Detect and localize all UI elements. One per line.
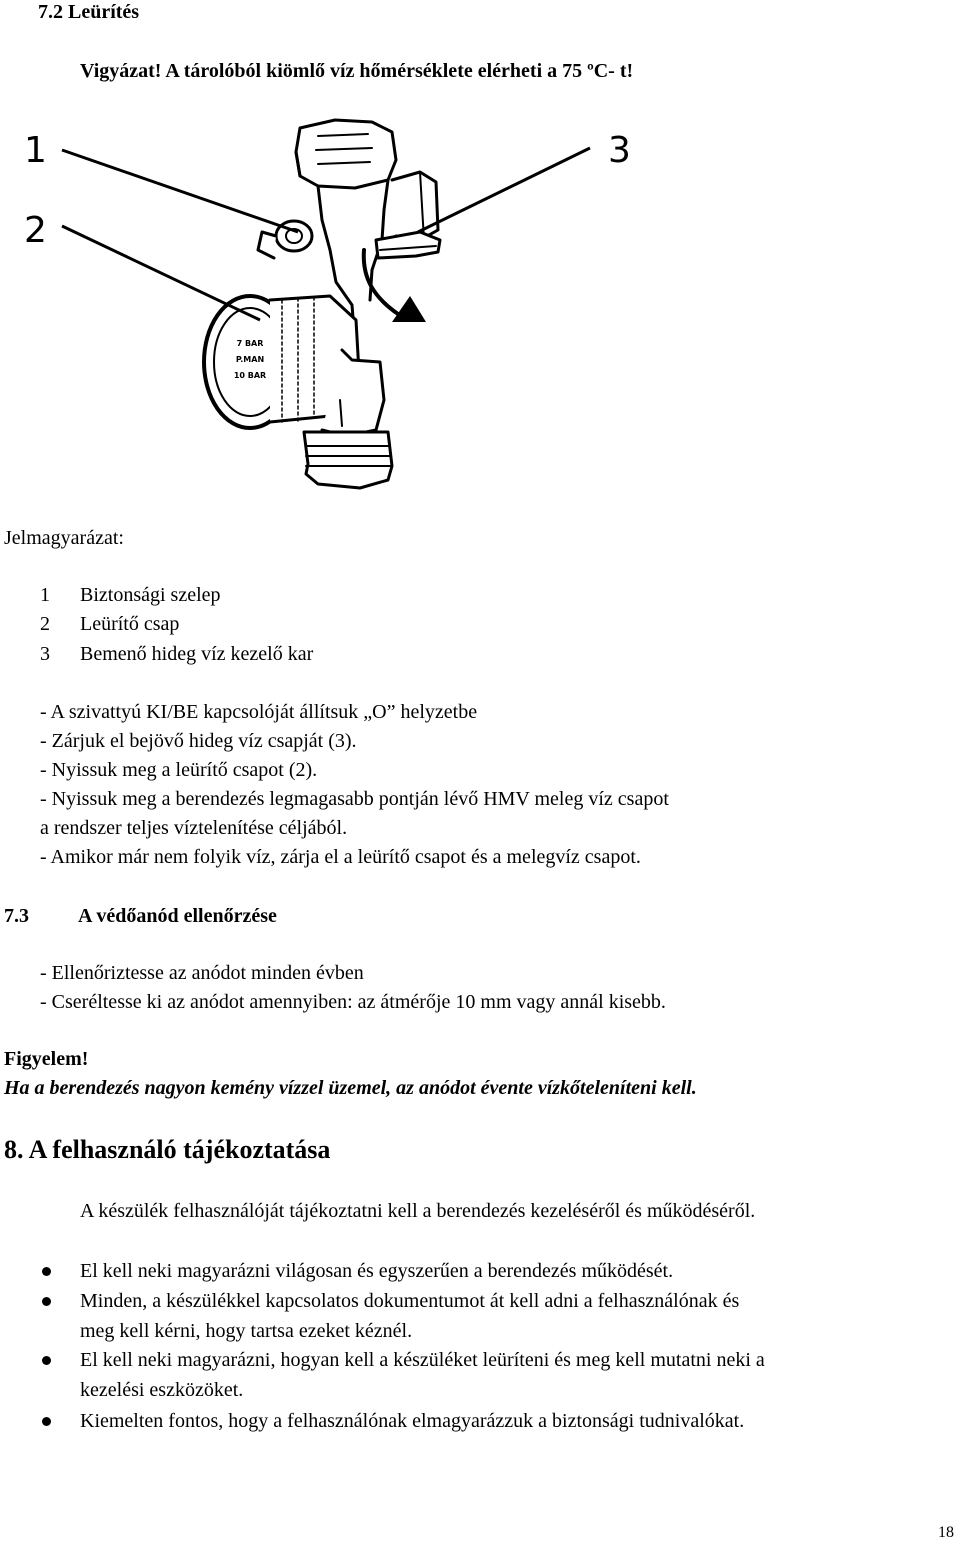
step-line: - Amikor már nem folyik víz, zárja el a leürítő csapot és a melegvíz csapot. [40,846,641,868]
page-number: 18 [938,1524,954,1541]
legend-text: Bemenő hideg víz kezelő kar [80,643,314,665]
legend-number: 3 [40,643,50,665]
bullet-icon [42,1297,51,1306]
section-8-title: 8. A felhasználó tájékoztatása [4,1135,331,1164]
step-line: - Zárjuk el bejövő hideg víz csapját (3). [40,730,357,752]
legend-text: Leürítő csap [80,613,180,635]
legend-number: 1 [40,584,50,606]
bullet-line: El kell neki magyarázni, hogyan kell a készüléket leüríteni és meg kell mutatni neki a [80,1349,765,1371]
callout-2: 2 [24,210,47,251]
bullet-line: meg kell kérni, hogy tartsa ezeket kéznél. [80,1320,413,1342]
bullet-icon [42,1356,51,1365]
drain-valve-figure [0,100,680,500]
section-7-3-number: 7.3 [4,905,29,927]
section-7-3-title: A védőanód ellenőrzése [78,905,277,927]
section-7-2-title: 7.2 Leürítés [38,1,140,23]
gauge-text-2: P.MAN [235,355,265,364]
anode-replace-line: - Cseréltesse ki az anódot amennyiben: az átmérője 10 mm vagy annál kisebb. [40,991,666,1013]
bullet-line: kezelési eszközöket. [80,1379,244,1401]
callout-3: 3 [608,130,631,171]
attention-note: Ha a berendezés nagyon kemény vízzel üzemel, az anódot évente vízkőteleníteni kell. [4,1077,697,1099]
bullet-icon [42,1417,51,1426]
hot-water-warning: Vigyázat! A tárolóból kiömlő víz hőmérséklete elérheti a 75 ºC- t! [80,60,634,82]
bullet-line: El kell neki magyarázni világosan és egyszerűen a berendezés működését. [80,1260,674,1282]
step-line: - Nyissuk meg a leürítő csapot (2). [40,759,318,781]
gauge-text-1: 7 BAR [236,339,264,348]
legend-title: Jelmagyarázat: [4,527,124,549]
callout-1: 1 [24,130,47,171]
gauge-text-3: 10 BAR [233,371,267,380]
bullet-icon [42,1267,51,1276]
attention-label: Figyelem! [4,1048,89,1070]
step-line: - A szivattyú KI/BE kapcsolóját állítsuk „O” helyzetbe [40,701,478,723]
legend-number: 2 [40,613,50,635]
section-8-intro: A készülék felhasználóját tájékoztatni kell a berendezés kezeléséről és működéséről. [80,1200,756,1222]
legend-text: Biztonsági szelep [80,584,221,606]
step-line: a rendszer teljes víztelenítése céljából. [40,817,348,839]
anode-check-line: - Ellenőriztesse az anódot minden évben [40,962,364,984]
bullet-line: Minden, a készülékkel kapcsolatos dokumentumot át kell adni a felhasználónak és [80,1290,740,1312]
bullet-line: Kiemelten fontos, hogy a felhasználónak elmagyarázzuk a biztonsági tudnivalókat. [80,1410,745,1432]
step-line: - Nyissuk meg a berendezés legmagasabb pontján lévő HMV meleg víz csapot [40,788,669,810]
